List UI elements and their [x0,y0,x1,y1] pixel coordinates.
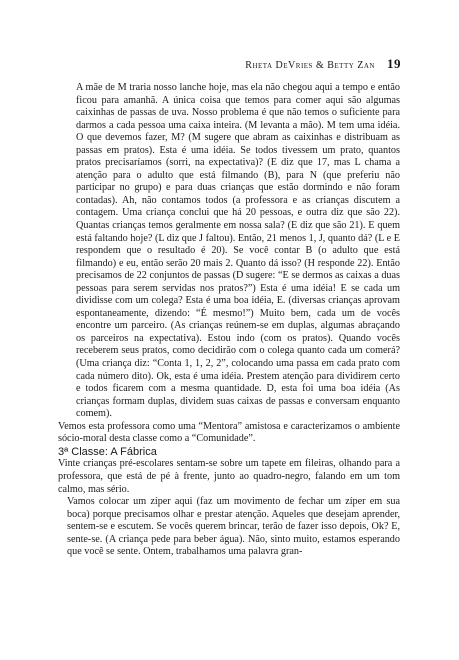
section-heading: 3ª Classe: A Fábrica [58,445,157,458]
dialogue-quote: A mãe de M traria nosso lanche hoje, mas ela não chegou aqui a tempo e então ficou para amanhã. A única coisa que temos para comer aqui são algumas caixinhas de passas de uva. Nosso problema é que não temos o suficiente para darmos a cada pessoa uma caixa inteira. (M levanta a mão). M tem uma idéia. O que devemos fazer, M? (M sugere que abram as caixinhas e distribuam as passas em pratos). Esta é uma idéia. Se todos tivessem um prato, quantos pratos precisaríamos (sorri, na expectativa)? (E diz que 17, mas L chama a atenção para o adulto que está filmando (B), para N (que preferiu não participar no grupo) e para duas crianças que estão dormindo e não foram contadas). Ah, não contamos todos (a professora e as crianças discutem a contagem. Uma criança conclui que há 20 pessoas, e outra diz que são 22). Quantas crianças temos geralmente em nossa sala? (E diz que são 21). E quem está faltando hoje? (L diz que J faltou). Então, 21 menos 1, J, quanto dá? (L e E respondem que o resultado é 20). Se você contar B (o adulto que está filmando) e eu, então serão 20 mais 2. Quanto dá isso? (H responde 22). Então precisamos de 22 conjuntos de passas (D sugere: “E se dermos as caixas a duas pessoas para serem servidas nos pratos?”) Esta é uma idéia! E se cada um dividisse com um colega? Esta é uma boa idéia, E. (diversas crianças aprovam espontaneamente, dizendo: “É mesmo!”) Muito bem, cada um de vocês encontre um parceiro. (As crianças reúnem-se em duplas, algumas abraçando os parceiros na expectativa). Estou indo (com os pratos). Quando vocês receberem seus pratos, como decidirão com o colega quanto cada um comerá? (Uma criança diz: “Conta 1, 1, 2, 2”, colocando uma passa em cada prato com cada número dito). Ok, esta é uma idéia. Prestem atenção para dividirem certo e todos ficarem com a mesma quantidade. D, esta foi uma boa idéia (As crianças formam duplas, dividem suas caixas de passas e conversam enquanto comem). [76,82,400,420]
body-paragraph: Vemos esta professora como uma “Mentora” amistosa e caracterizamos o ambiente sócio-moral desta classe como a “Comunidade”. [58,420,400,445]
dialogue-quote: Vamos colocar um zíper aqui (faz um movimento de fechar um zíper em sua boca) porque precisamos olhar e prestar atenção. Aqueles que desejam aprender, sentem-se e escutem. Se vocês querem brincar, terão de fazer isso depois, Ok? E, sente-se. (A criança pede para beber água). Não, sinto muito, estamos esperando que você se sente. Ontem, trabalhamos uma palavra gran- [67,496,400,558]
body-paragraph: Vinte crianças pré-escolares sentam-se sobre um tapete em fileiras, olhando para a professora, que está de pé à frente, junto ao quadro-negro, falando em um tom calmo, mas sério. [58,458,400,495]
running-head [245,56,401,72]
page-number: 19 [387,56,401,71]
page-body [58,82,400,559]
running-head-author: Rheta DeVries & Betty Zan [245,60,375,71]
